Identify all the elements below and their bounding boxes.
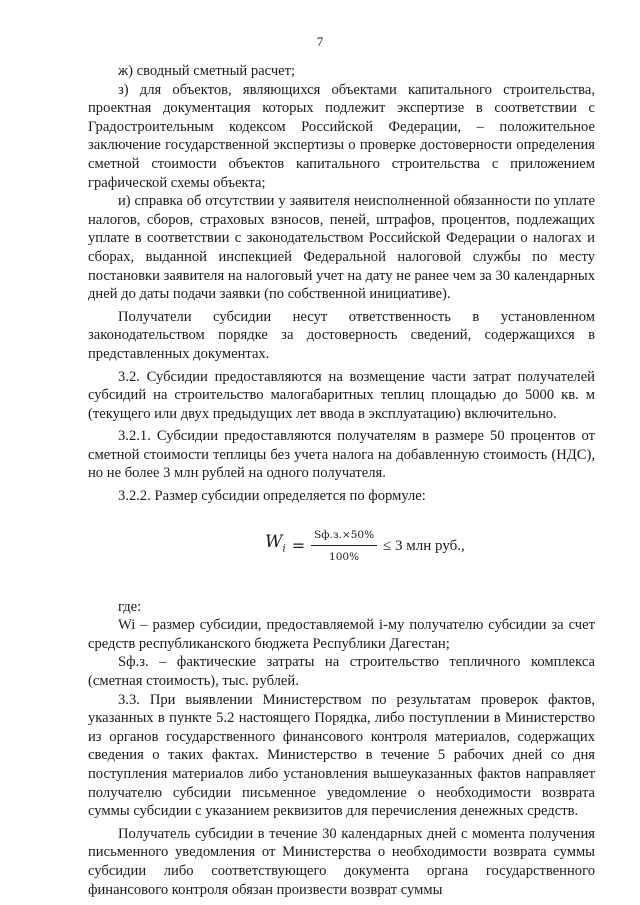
paragraph-where: где: <box>118 598 142 615</box>
formula-numerator: Sф.з.×50% <box>311 526 377 547</box>
paragraph-item-z: з) для объектов, являющихся объектами капитального строительства, проектная документация которых подлежит экспертизе в соответствии с Градостроительным кодексом Российской Федерации, – положительное заключение государственной экспертизы о проверке достоверности определения сметной стоимости объектов капитального строительства с приложением графической схемы объекта; <box>88 81 595 191</box>
formula-lhs: $W_i$ <box>265 532 286 555</box>
formula-denominator: 100% <box>329 551 360 564</box>
paragraph-wi-definition: Wi – размер субсидии, предоставляемой i-му получателю субсидии за счет средств республиканского бюджета Республики Дагестан; <box>88 617 595 652</box>
paragraph-3-3: 3.3. При выявлении Министерством по результатам проверок фактов, указанных в пункте 5.2 настоящего Порядка, либо поступлении в Министерство из органов государственного финансового контроля материалов, содержащих сведения о таких фактах. Министерство в течение 5 рабочих дней со дня поступления материалов либо установления вышеуказанных фактов направляет получателю субсидии письменное уведомление о необходимости возврата суммы субсидии с указанием реквизитов для перечисления денежных средств. <box>88 691 595 820</box>
page-number: 7 <box>316 34 324 49</box>
paragraph-responsibility: Получатели субсидии несут ответственность в установленном законодательством порядке за достоверность сведений, содержащихся в представленных документах. <box>88 308 595 362</box>
formula-equals: = <box>291 535 306 555</box>
paragraph-3-2: 3.2. Субсидии предоставляются на возмещение части затрат получателей субсидий на строительство малогабаритных теплиц площадью до 5000 кв. м (текущего или двух предыдущих лет ввода в эксплуатацию) включительно. <box>88 368 595 422</box>
paragraph-3-2-2: 3.2.2. Размер субсидии определяется по формуле: <box>118 488 426 505</box>
paragraph-item-zh: ж) сводный сметный расчет; <box>118 63 296 79</box>
paragraph-sfz-definition: Sф.з. – фактические затраты на строительство тепличного комплекса (сметная стоимость), тыс. рублей. <box>88 654 595 690</box>
paragraph-item-i: и) справка об отсутствии у заявителя неисполненной обязанности по уплате налогов, сборов, страховых взносов, пеней, штрафов, процентов, подлежащих уплате в соответствии с законодательством Российской Федерации о налогах и сборах, выданной инспекцией Федеральной налоговой службы по месту постановки заявителя на налоговый учет на дату не ранее чем за 30 календарных дней до даты подачи заявки (по собственной инициативе). <box>88 193 595 303</box>
subsidy-formula <box>88 522 595 580</box>
formula-fraction <box>311 526 377 567</box>
paragraph-3-2-1: 3.2.1. Субсидии предоставляются получателям в размере 50 процентов от сметной стоимости теплицы без учета налога на добавленную стоимость (НДС), но не более 3 млн рублей на одного получателя. <box>88 428 595 482</box>
paragraph-return: Получатель субсидии в течение 30 календарных дней с момента получения письменного уведомления от Министерства о необходимости возврата суммы субсидии либо соответствующего документа органа государственного финансового контроля обязан произвести возврат суммы <box>88 825 595 898</box>
formula-limit: ≤ 3 млн руб., <box>383 537 465 554</box>
document-body <box>88 62 595 899</box>
